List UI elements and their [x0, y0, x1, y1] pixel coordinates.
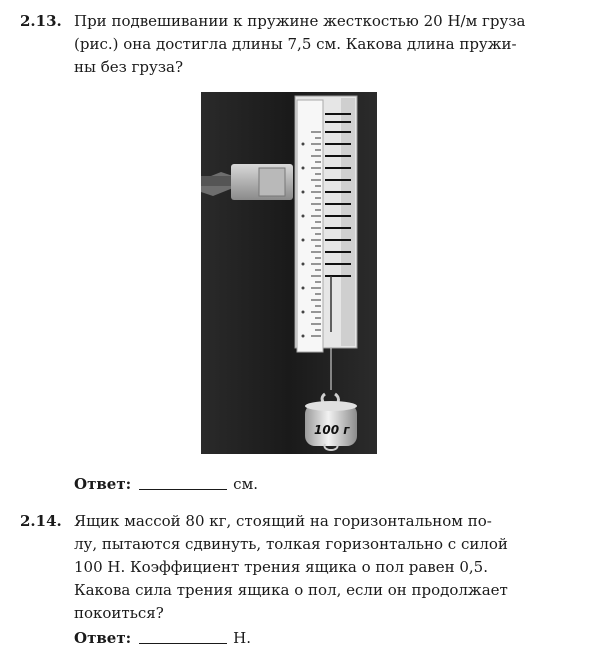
spring-scale-photo [201, 92, 377, 454]
problem-number: 2.13. [20, 12, 62, 30]
weight-label: 100 г [314, 423, 350, 437]
problem-line: лу, пытаются сдвинуть, толкая горизонтально с силой [74, 535, 508, 553]
answer-blank[interactable] [139, 489, 227, 490]
problem-number: 2.14. [20, 512, 62, 530]
answer-unit: Н. [233, 629, 252, 647]
problem-text [74, 510, 574, 625]
problem-text [74, 10, 574, 79]
problem-line: 100 Н. Коэффициент трения ящика о пол равен 0,5. [74, 558, 488, 576]
answer-label: Ответ: [74, 629, 132, 647]
answer-blank[interactable] [139, 643, 227, 644]
problem-line: (рис.) она достигла длины 7,5 см. Какова длина пружи- [74, 35, 517, 53]
problem-line: При подвешивании к пружине жесткостью 20 Н/м груза [74, 12, 526, 30]
answer-line-2-13 [74, 474, 258, 494]
problem-line: ны без груза? [74, 58, 184, 76]
answer-label: Ответ: [74, 475, 132, 493]
problem-line: покоиться? [74, 604, 164, 622]
problem-line: Ящик массой 80 кг, стоящий на горизонтальном по- [74, 512, 492, 530]
answer-unit: см. [233, 475, 259, 493]
problem-line: Какова сила трения ящика о пол, если он продолжает [74, 581, 508, 599]
answer-line-2-14 [74, 628, 251, 648]
